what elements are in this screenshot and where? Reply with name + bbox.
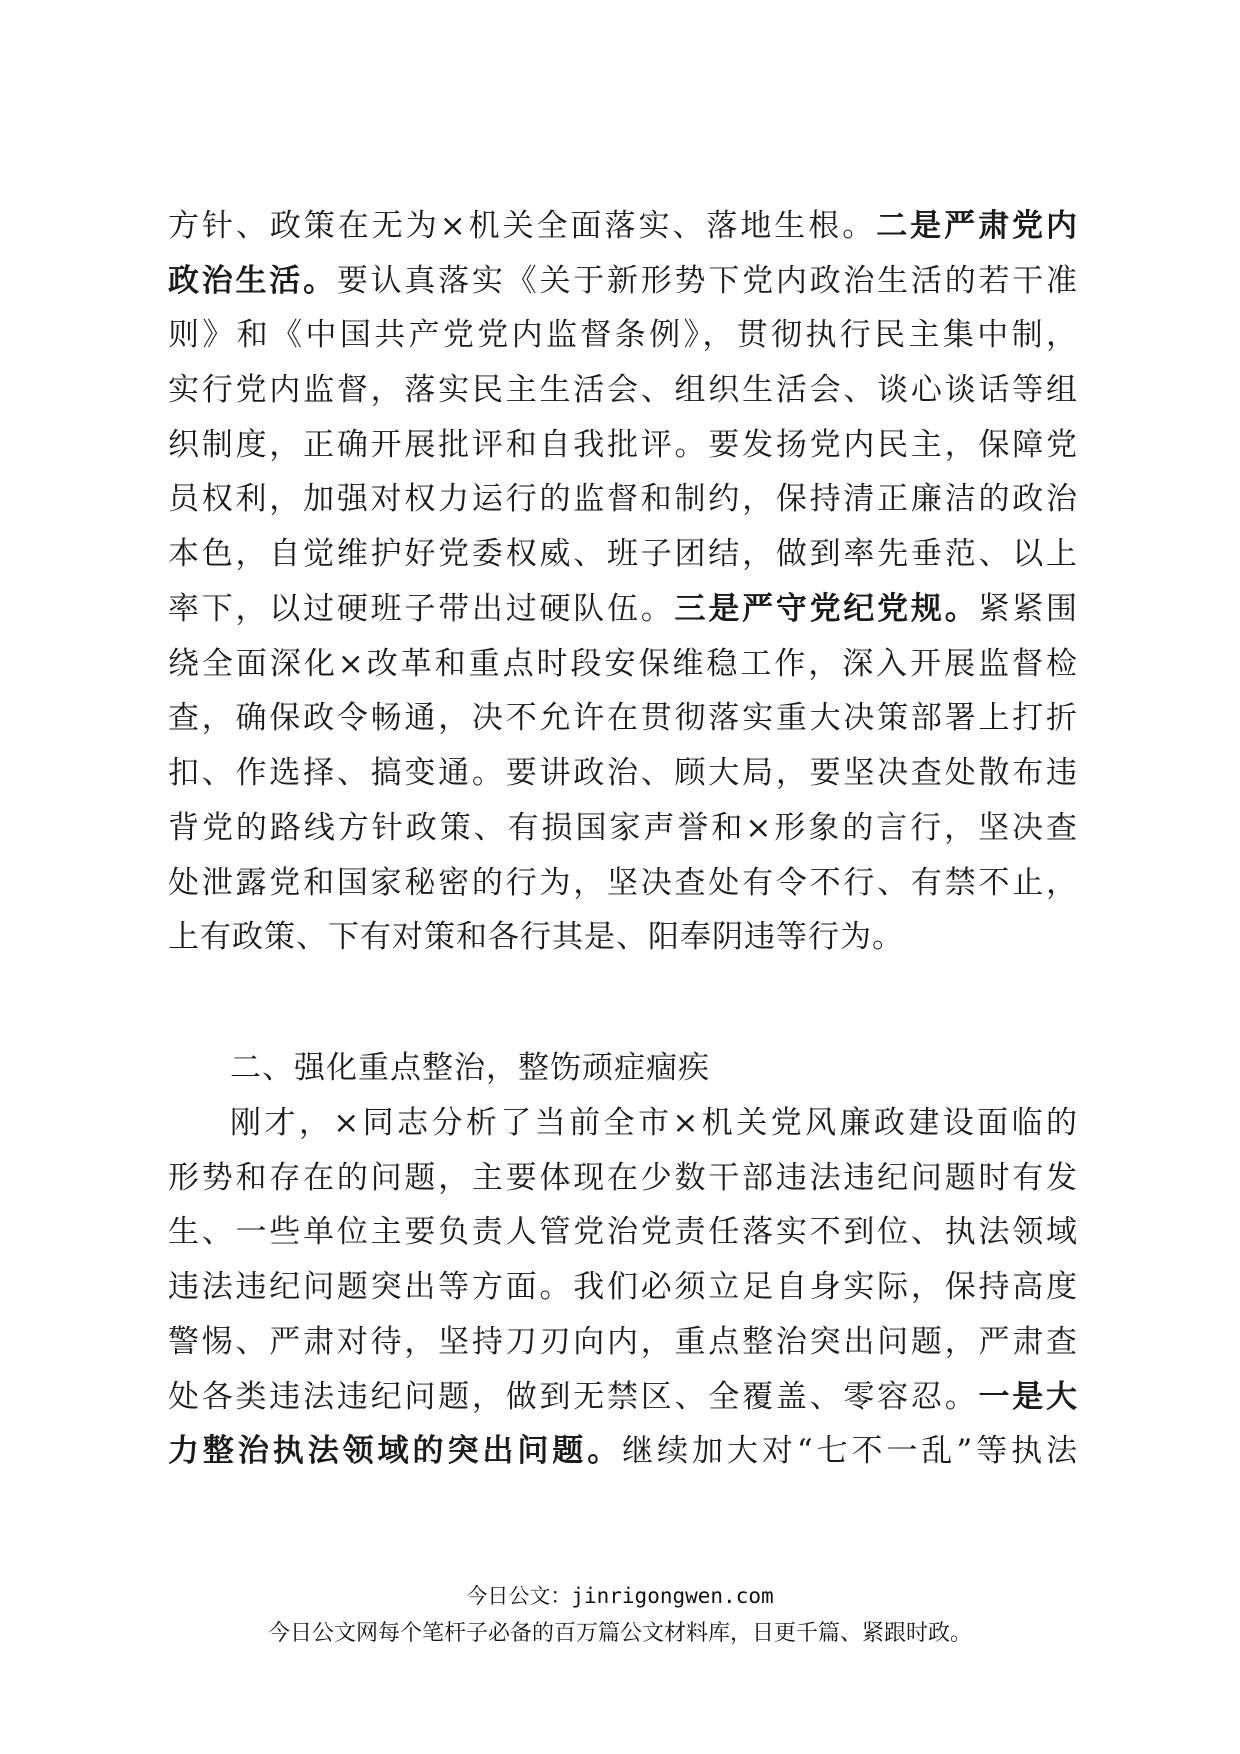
body-line: 绕全面深化×改革和重点时段安保维稳工作，深入开展监督检 (168, 646, 1078, 682)
body-line: 织制度，正确开展批评和自我批评。要发扬党内民主，保障党 (168, 427, 1078, 463)
body-line: 上有政策、下有对策和各行其是、阳奉阴违等行为。 (168, 919, 904, 955)
body-line: 形势和存在的问题，主要体现在少数干部违法违纪问题时有发 (168, 1160, 1078, 1196)
body-line: 背党的路线方针政策、有损国家声誉和×形象的言行，坚决查 (168, 810, 1078, 846)
body-line: 率下，以过硬班子带出过硬队伍。三是严守党纪党规。紧紧围 (168, 591, 1078, 627)
body-line: 警惕、严肃对待，坚持刀刃向内，重点整治突出问题，严肃查 (168, 1324, 1078, 1360)
body-line: 查，确保政令畅通，决不允许在贯彻落实重大决策部署上打折 (168, 700, 1078, 736)
body-line: 处泄露党和国家秘密的行为，坚决查处有令不行、有禁不止， (168, 865, 1078, 901)
body-line: 则》和《中国共产党党内监督条例》，贯彻执行民主集中制， (168, 317, 1078, 353)
body-line: 员权利，加强对权力运行的监督和制约，保持清正廉洁的政治 (168, 481, 1078, 517)
body-line: 力整治执法领域的突出问题。继续加大对“七不一乱”等执法 (168, 1433, 1078, 1469)
footer-source (0, 1580, 1240, 1610)
section-heading: 二、强化重点整治，整饬顽症痼疾 (230, 1050, 710, 1086)
footer-url[interactable]: jinrigongwen.com (571, 1584, 774, 1608)
body-line: 扣、作选择、搞变通。要讲政治、顾大局，要坚决查处散布违 (168, 755, 1078, 791)
body-line: 处各类违法违纪问题，做到无禁区、全覆盖、零容忍。一是大 (168, 1379, 1078, 1415)
body-line: 本色，自觉维护好党委权威、班子团结，做到率先垂范、以上 (168, 536, 1078, 572)
footer-slogan: 今日公文网每个笔杆子必备的百万篇公文材料库，日更千篇、紧跟时政。 (267, 1621, 972, 1646)
body-line: 刚才，×同志分析了当前全市×机关党风廉政建设面临的 (230, 1105, 1078, 1141)
body-line: 方针、政策在无为×机关全面落实、落地生根。二是严肃党内 (168, 208, 1078, 244)
footer-label: 今日公文： (466, 1584, 572, 1608)
body-line: 实行党内监督，落实民主生活会、组织生活会、谈心谈话等组 (168, 372, 1078, 408)
body-line: 生、一些单位主要负责人管党治党责任落实不到位、执法领域 (168, 1214, 1078, 1250)
body-line: 政治生活。要认真落实《关于新形势下党内政治生活的若干准 (168, 263, 1078, 299)
body-line: 违法违纪问题突出等方面。我们必须立足自身实际，保持高度 (168, 1269, 1078, 1305)
